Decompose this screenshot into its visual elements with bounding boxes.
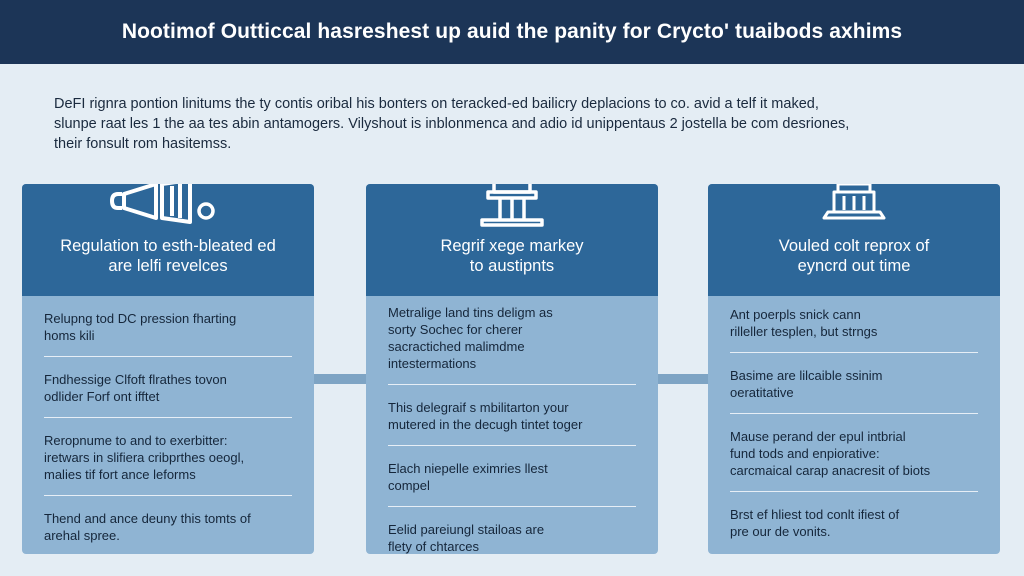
card-title [366,236,658,276]
card-title-line: are lelfi revelces [108,257,228,275]
item-line: sacractiched malimdme [388,339,525,354]
item-line: Eelid pareiungl stailoas are [388,522,545,537]
card-title [708,236,1000,276]
item-line: Elach niepelle eximries llest [388,461,548,476]
item-line: flety of chtarces [388,539,480,554]
item-line: mutered in the decugh tintet toger [388,417,583,432]
institution-icon [708,184,1000,234]
card-header [366,184,658,296]
list-item [44,428,292,496]
megaphone-icon [22,184,314,234]
item-line: Mause perand der epul intbrial [730,429,906,444]
page-title: Nootimof Outticcal hasreshest up auid the panity for Crycto' tuaibods axhims [121,20,903,43]
header-banner [0,0,1024,64]
list-item [388,456,636,507]
card-title-line: Vouled colt reprox of [778,237,930,255]
pillar-icon [366,184,658,234]
card-header [708,184,1000,296]
list-item [44,506,292,554]
item-line: rilleller tesplen, but strngs [730,324,878,339]
item-line: Fndhessige Clfoft flrathes tovon [44,372,227,387]
item-line: Ant poerpls snick cann [730,307,861,322]
intro-line: slunpe raat les 1 the aa tes abin antamogers. Vilyshout is inblonmenca and adio id unippentaus 2 jostella be com desriones, [54,116,850,132]
card-markets [366,184,658,554]
list-item [730,424,978,492]
item-line: intestermations [388,356,477,371]
item-line: odlider Forf ont ifftet [44,389,160,404]
card-body [388,300,636,554]
list-item [44,367,292,418]
item-line: This delegraif s mbilitarton your [388,400,569,415]
list-item [730,363,978,414]
card-title-line: eyncrd out time [797,257,911,275]
list-item [44,306,292,357]
item-line: oeratitative [730,385,794,400]
item-line: homs kili [44,328,95,343]
card-title-line: Regrif xege markey [440,237,584,255]
card-body [44,306,292,554]
list-item [388,517,636,554]
list-item [388,395,636,446]
item-line: compel [388,478,430,493]
item-line: malies tif fort ance leforms [44,467,196,482]
card-title [22,236,314,276]
intro-paragraph [54,94,974,154]
card-regulation [22,184,314,554]
item-line: pre our de vonits. [730,524,831,539]
intro-line: DeFI rignra pontion linitums the ty contis oribal his bonters on teracked-ed bailicry deplacions to co. avid a telf it maked, [54,96,819,112]
card-title-line: Regulation to esth-bleated ed [60,237,276,255]
item-line: sorty Sochec for cherer [388,322,523,337]
item-line: Thend and ance deuny this tomts of [44,511,251,526]
list-item [388,300,636,385]
item-line: fund tods and enpiorative: [730,446,880,461]
list-item [730,502,978,552]
item-line: Metralige land tins deligm as [388,305,553,320]
card-title-line: to austipnts [469,257,555,275]
item-line: arehal spree. [44,528,120,543]
card-header [22,184,314,296]
item-line: Basime are lilcaible ssinim [730,368,883,383]
item-line: Relupng tod DC pression fharting [44,311,237,326]
item-line: carcmaical carap anacresit of biots [730,463,931,478]
card-body [730,302,978,554]
intro-line: their fonsult rom hasitemss. [54,136,232,152]
item-line: Brst ef hliest tod conlt ifiest of [730,507,900,522]
card-time [708,184,1000,554]
list-item [730,302,978,353]
item-line: Reropnume to and to exerbitter: [44,433,228,448]
item-line: iretwars in slifiera cribprthes oeogl, [44,450,245,465]
